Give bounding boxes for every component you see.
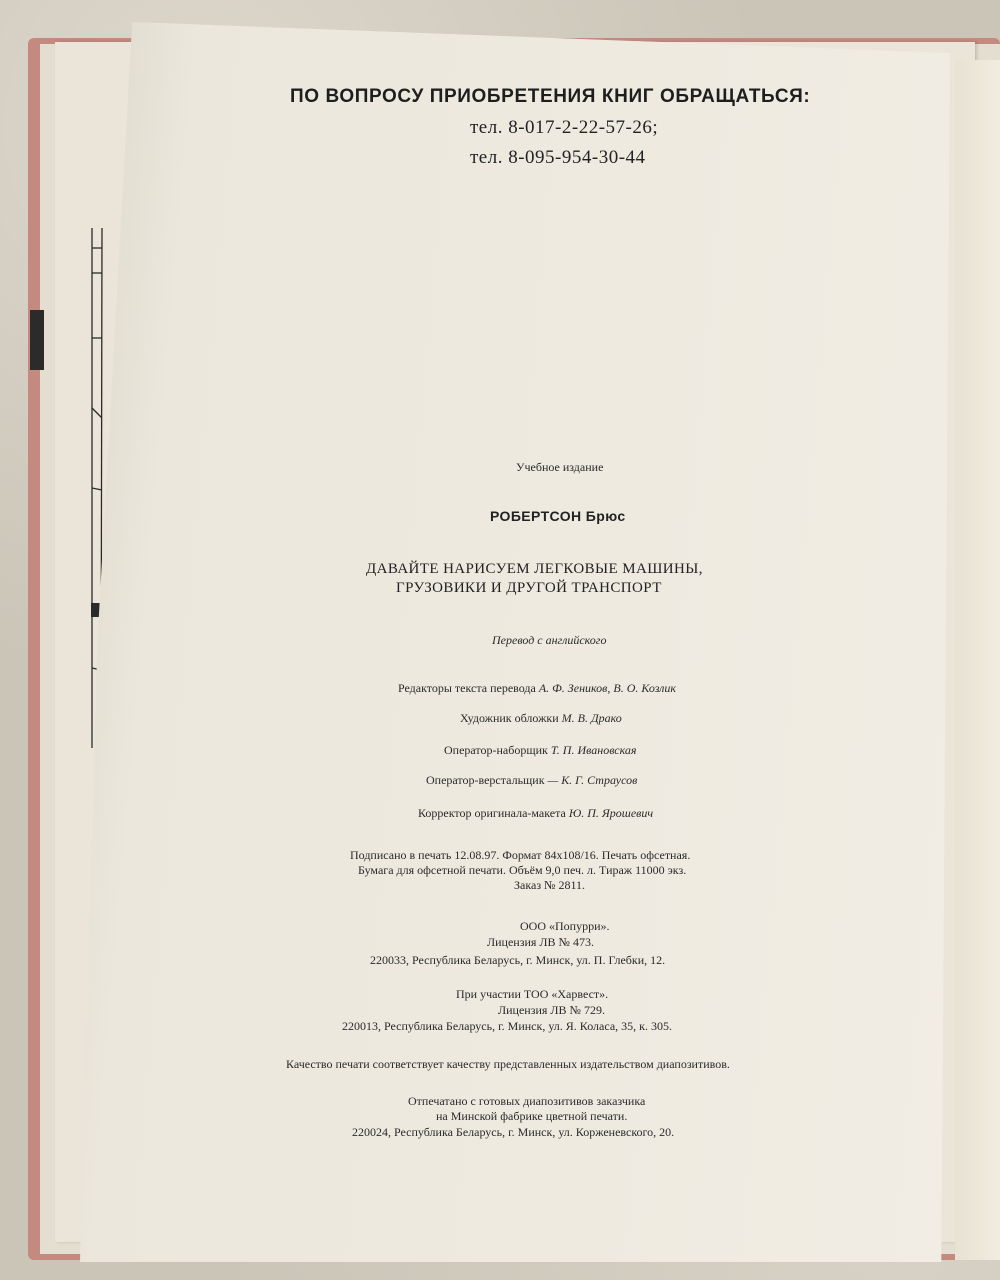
print-info-line: Подписано в печать 12.08.97. Формат 84х108/16. Печать офсетная. xyxy=(350,848,691,862)
credit-names: А. Ф. Зеников, В. О. Козлик xyxy=(538,681,676,695)
printer-line: 220024, Республика Беларусь, г. Минск, ул. Корженевского, 20. xyxy=(352,1125,675,1139)
credit-role: Оператор-наборщик xyxy=(444,743,548,757)
co-publisher-line: При участии ТОО «Харвест». xyxy=(456,987,609,1001)
print-info-line: Заказ № 2811. xyxy=(514,878,586,892)
publisher-line: 220033, Республика Беларусь, г. Минск, ул. П. Глебки, 12. xyxy=(370,953,666,967)
credit-layout-operator xyxy=(426,773,637,788)
co-publisher-line: 220013, Республика Беларусь, г. Минск, ул. Я. Коласа, 35, к. 305. xyxy=(342,1019,672,1033)
credit-role: Художник обложки xyxy=(460,711,559,725)
publisher-line: Лицензия ЛВ № 473. xyxy=(487,935,595,949)
credit-cover-artist xyxy=(460,711,622,726)
credit-names: — К. Г. Страусов xyxy=(547,773,638,787)
credit-role: Оператор-верстальщик xyxy=(426,773,545,787)
contact-heading: ПО ВОПРОСУ ПРИОБРЕТЕНИЯ КНИГ ОБРАЩАТЬСЯ: xyxy=(290,86,811,107)
edition-type: Учебное издание xyxy=(516,460,604,474)
publisher-line: ООО «Попурри». xyxy=(520,919,610,933)
translation-note: Перевод с английского xyxy=(492,633,607,647)
credit-names: Ю. П. Ярошевич xyxy=(568,806,654,820)
credit-editors xyxy=(398,681,676,696)
print-info-line: Бумага для офсетной печати. Объём 9,0 печ. л. Тираж 11000 экз. xyxy=(358,863,687,877)
book-title-line-2: ГРУЗОВИКИ И ДРУГОЙ ТРАНСПОРТ xyxy=(396,580,662,596)
contact-phone-2: тел. 8-095-954-30-44 xyxy=(470,147,646,168)
credit-role: Редакторы текста перевода xyxy=(398,681,536,695)
printer-line: Отпечатано с готовых диапозитивов заказчика xyxy=(408,1094,646,1108)
author-name: РОБЕРТСОН Брюс xyxy=(490,508,626,524)
book-title-line-1: ДАВАЙТЕ НАРИСУЕМ ЛЕГКОВЫЕ МАШИНЫ, xyxy=(366,561,703,577)
credit-names: М. В. Драко xyxy=(561,711,622,725)
co-publisher-line: Лицензия ЛВ № 729. xyxy=(498,1003,606,1017)
credit-names: Т. П. Ивановская xyxy=(550,743,637,757)
print-quality-note: Качество печати соответствует качеству представленных издательством диапозитивов. xyxy=(286,1057,730,1071)
credit-typesetter xyxy=(444,743,636,758)
contact-phone-1: тел. 8-017-2-22-57-26; xyxy=(470,117,659,138)
printer-line: на Минской фабрике цветной печати. xyxy=(436,1109,628,1123)
credit-role: Корректор оригинала-макета xyxy=(418,806,566,820)
credit-proofreader xyxy=(418,806,653,821)
